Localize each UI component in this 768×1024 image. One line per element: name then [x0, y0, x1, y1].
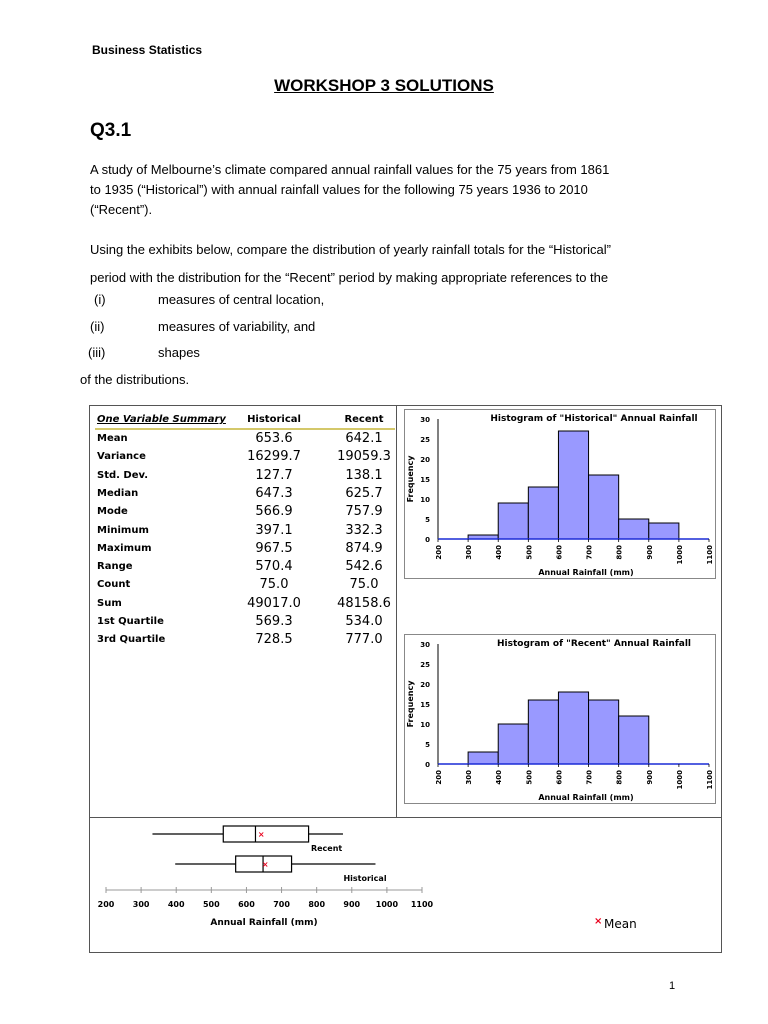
table-row	[95, 576, 395, 594]
y-tick-label: 10	[420, 721, 430, 729]
list-text: shapes	[158, 345, 200, 360]
recent-value: 19059.3	[337, 449, 391, 465]
x-tick-label: 300	[132, 900, 150, 909]
recent-value: 75.0	[349, 577, 379, 593]
recent-value: 542.6	[345, 559, 383, 575]
histogram-bar	[619, 519, 649, 539]
histogram-bar	[528, 700, 558, 764]
question-label: Q3.1	[90, 120, 132, 141]
table-row	[95, 540, 395, 558]
x-axis-label: Annual Rainfall (mm)	[538, 793, 634, 802]
column-header-historical: Historical	[247, 414, 301, 425]
historical-value: 397.1	[255, 522, 293, 538]
histogram-bar	[589, 700, 619, 764]
column-header-recent: Recent	[344, 414, 384, 425]
summary-title: One Variable Summary	[97, 414, 226, 425]
recent-value: 757.9	[345, 504, 383, 520]
x-tick-label: 200	[435, 545, 443, 560]
recent-value: 874.9	[345, 540, 383, 556]
historical-value: 728.5	[255, 632, 293, 648]
y-tick-label: 25	[420, 436, 430, 444]
historical-value: 647.3	[255, 485, 293, 501]
y-axis-label: Frequency	[406, 455, 415, 503]
legend-marker: ×	[594, 916, 603, 927]
x-tick-label: 1000	[675, 770, 684, 790]
histogram-bar	[649, 523, 679, 539]
question-closing: of the distributions.	[80, 372, 190, 387]
question-intro	[90, 160, 690, 220]
table-row	[95, 448, 395, 466]
historical-value: 967.5	[255, 540, 293, 556]
row-label: 3rd Quartile	[97, 634, 166, 646]
recent-value: 777.0	[345, 632, 383, 648]
x-tick-label: 1000	[675, 545, 684, 565]
historical-value: 75.0	[259, 577, 289, 593]
row-label: Range	[97, 561, 133, 573]
table-row	[95, 503, 395, 521]
y-tick-label: 30	[420, 641, 430, 649]
x-tick-label: 200	[97, 900, 115, 909]
x-tick-label: 1100	[410, 900, 434, 909]
y-tick-label: 5	[425, 516, 430, 524]
y-tick-label: 20	[420, 681, 430, 689]
legend-label: Mean	[604, 917, 637, 931]
task-line: period with the distribution for the “Recent” period by making appropriate references to the	[90, 270, 609, 285]
row-label: 1st Quartile	[97, 616, 164, 627]
summary-header-row	[95, 411, 395, 429]
historical-value: 570.4	[255, 559, 293, 575]
series-label: Historical	[343, 874, 387, 883]
page-number: 1	[669, 980, 676, 992]
histogram-recent	[404, 634, 716, 804]
recent-value: 534.0	[345, 614, 383, 629]
histogram-bar	[498, 724, 528, 764]
recent-value: 625.7	[345, 485, 383, 501]
course-header: Business Statistics	[92, 43, 203, 57]
historical-value: 49017.0	[247, 595, 301, 611]
boxplot-chart	[92, 822, 718, 950]
row-label: Variance	[97, 451, 146, 463]
x-axis-label: Annual Rainfall (mm)	[210, 918, 318, 928]
row-label: Mode	[97, 506, 128, 518]
x-tick-label: 800	[615, 770, 624, 785]
table-row	[95, 430, 395, 448]
x-tick-label: 600	[555, 545, 564, 560]
chart-title: Histogram of "Historical" Annual Rainfall	[490, 414, 698, 424]
y-tick-label: 5	[425, 741, 430, 749]
table-row	[95, 485, 395, 503]
question-task	[90, 236, 690, 292]
chart-title: Histogram of "Recent" Annual Rainfall	[497, 639, 691, 649]
table-row	[95, 595, 395, 613]
recent-value: 48158.6	[337, 595, 391, 611]
historical-value: 127.7	[255, 467, 293, 483]
y-tick-label: 20	[420, 456, 430, 464]
task-line: Using the exhibits below, compare the distribution of yearly rainfall totals for the “Historical”	[90, 242, 611, 257]
exhibit-divider-horizontal	[89, 817, 722, 818]
y-tick-label: 0	[425, 761, 430, 769]
list-number: (ii)	[90, 319, 105, 334]
x-tick-label: 600	[555, 770, 564, 785]
y-tick-label: 15	[420, 701, 430, 709]
row-label: Maximum	[97, 542, 152, 554]
mean-marker: ×	[261, 860, 269, 869]
table-row	[95, 613, 395, 631]
y-tick-label: 30	[420, 416, 430, 424]
table-row	[95, 467, 395, 485]
x-tick-label: 900	[645, 545, 654, 560]
row-label: Std. Dev.	[97, 469, 149, 481]
mean-marker: ×	[257, 830, 265, 839]
intro-line: to 1935 (“Historical”) with annual rainfall values for the following 75 years 1936 to 2010	[90, 182, 588, 197]
histogram-bar	[619, 716, 649, 764]
table-row	[95, 558, 395, 576]
histogram-bar	[498, 503, 528, 539]
x-tick-label: 300	[465, 545, 474, 560]
y-tick-label: 15	[420, 476, 430, 484]
x-tick-label: 500	[202, 900, 220, 909]
x-tick-label: 900	[645, 770, 654, 785]
table-row	[95, 631, 395, 649]
histogram-bar	[528, 487, 558, 539]
x-tick-label: 800	[615, 545, 624, 560]
x-tick-label: 400	[495, 770, 504, 785]
series-label: Recent	[310, 844, 343, 853]
historical-value: 16299.7	[247, 449, 301, 465]
recent-value: 642.1	[345, 431, 383, 446]
histogram-bar	[589, 475, 619, 539]
x-tick-label: 400	[495, 545, 504, 560]
historical-value: 566.9	[255, 504, 293, 520]
box	[223, 826, 308, 842]
histogram-bar	[468, 752, 498, 764]
histogram-historical	[404, 409, 716, 579]
x-tick-label: 800	[308, 900, 326, 909]
list-number: (iii)	[88, 345, 106, 360]
recent-value: 138.1	[345, 467, 383, 483]
table-row	[95, 522, 395, 540]
y-tick-label: 0	[425, 536, 430, 544]
x-tick-label: 500	[525, 770, 534, 785]
x-tick-label: 700	[585, 770, 594, 785]
x-tick-label: 400	[167, 900, 185, 909]
list-number: (i)	[94, 292, 106, 307]
row-label: Minimum	[97, 524, 149, 536]
x-tick-label: 1100	[706, 770, 714, 790]
x-tick-label: 600	[238, 900, 255, 909]
row-label: Median	[97, 487, 139, 499]
row-label: Count	[97, 579, 131, 591]
intro-line: (“Recent”).	[90, 202, 153, 217]
x-tick-label: 900	[343, 900, 361, 909]
x-tick-label: 500	[525, 545, 534, 560]
list-text: measures of variability, and	[158, 319, 316, 334]
x-tick-label: 200	[435, 770, 443, 785]
histogram-bar	[558, 431, 588, 539]
recent-value: 332.3	[345, 522, 383, 538]
historical-value: 653.6	[255, 431, 293, 446]
histogram-bar	[558, 692, 588, 764]
historical-value: 569.3	[255, 614, 293, 629]
x-tick-label: 300	[465, 770, 474, 785]
x-axis-label: Annual Rainfall (mm)	[538, 568, 634, 577]
y-tick-label: 25	[420, 661, 430, 669]
x-tick-label: 700	[273, 900, 290, 909]
list-text: measures of central location,	[158, 292, 325, 307]
intro-line: A study of Melbourne’s climate compared annual rainfall values for the 75 years from 1861	[90, 162, 610, 177]
row-label: Mean	[97, 433, 128, 444]
document-title: WORKSHOP 3 SOLUTIONS	[274, 76, 494, 95]
x-tick-label: 700	[585, 545, 594, 560]
y-tick-label: 10	[420, 496, 430, 504]
row-label: Sum	[97, 597, 122, 609]
y-axis-label: Frequency	[406, 680, 415, 728]
x-tick-label: 1000	[375, 900, 399, 909]
x-tick-label: 1100	[706, 545, 714, 565]
